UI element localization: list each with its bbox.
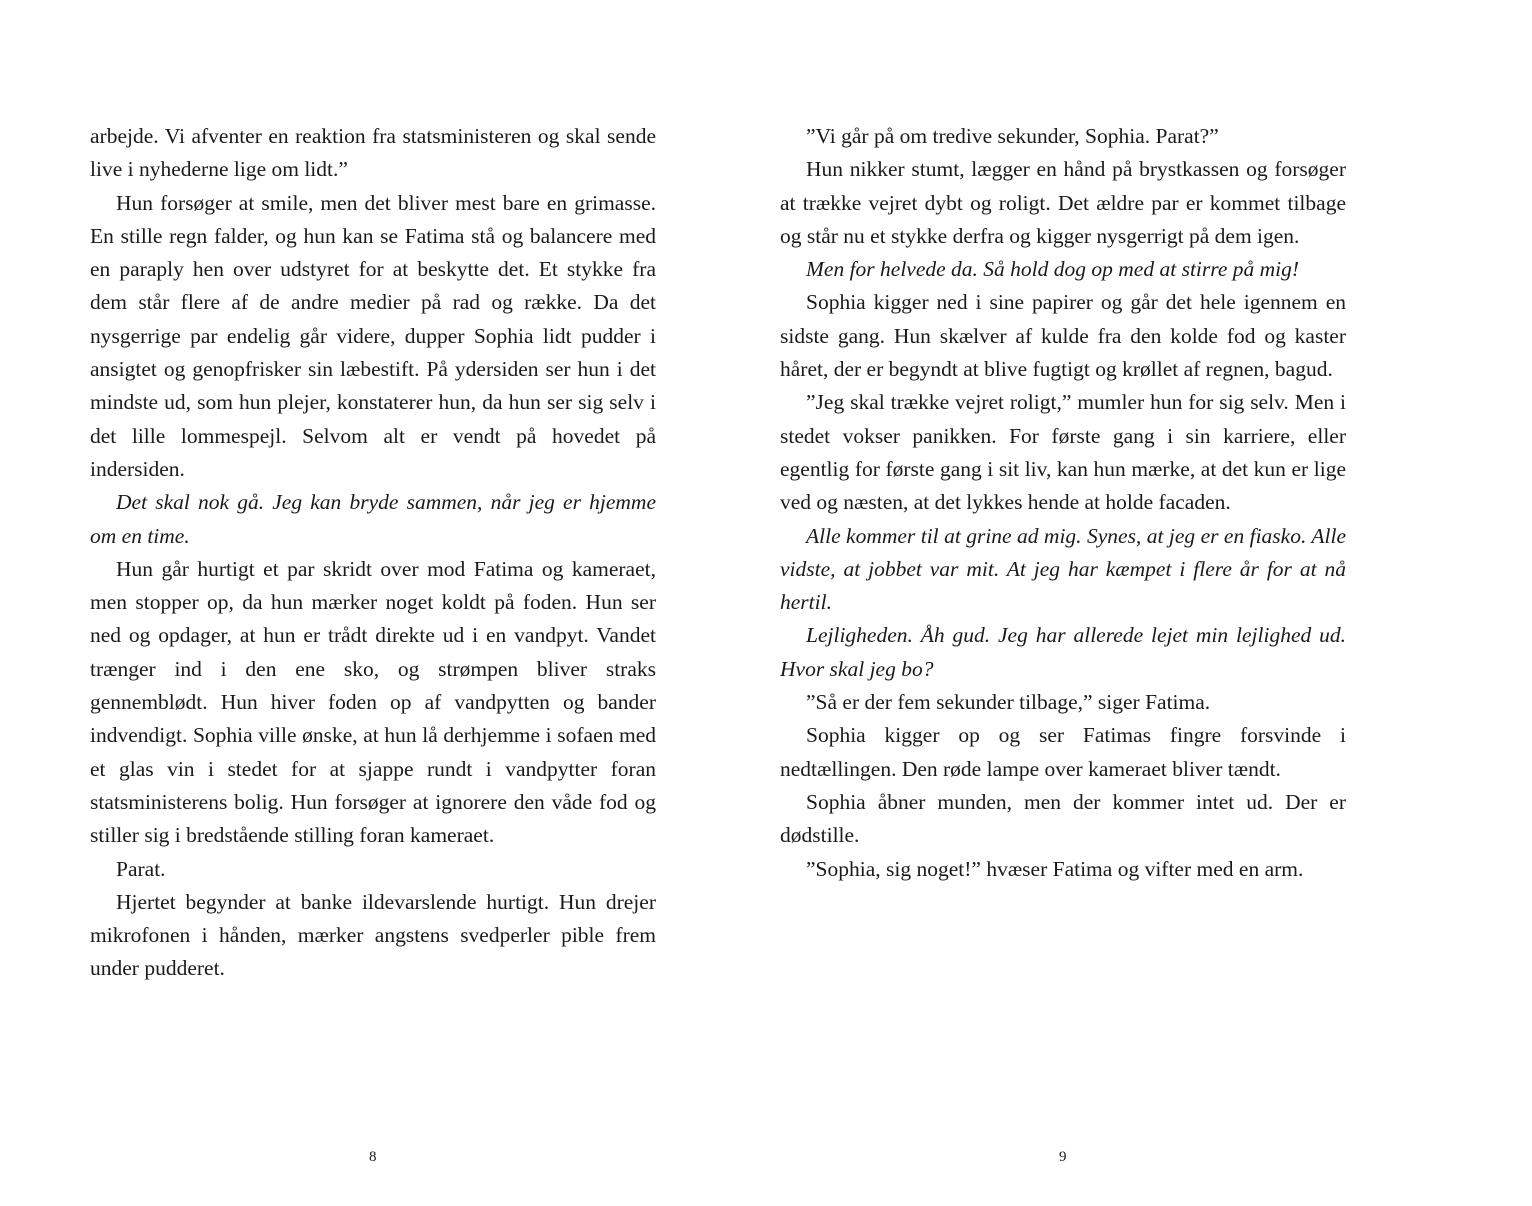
paragraph: Hjertet begynder at banke ildevarslende hurtigt. Hun drejer mikrofonen i hånden, mærker angstens svedperler pible frem under pudderet. bbox=[90, 889, 656, 981]
page-right bbox=[780, 120, 1346, 1166]
page-left-text-column bbox=[90, 120, 656, 1123]
paragraph-italic: Det skal nok gå. Jeg kan bryde sammen, når jeg er hjemme om en time. bbox=[90, 490, 656, 548]
paragraph: arbejde. Vi afventer en reaktion fra statsministeren og skal sende live i nyhederne lige om lidt.” bbox=[90, 124, 656, 182]
paragraph: Hun nikker stumt, lægger en hånd på brystkassen og forsøger at trække vejret dybt og roligt. Det ældre par er kommet tilbage og står nu et stykke derfra og kigger nysgerrigt på dem igen. bbox=[780, 157, 1346, 248]
paragraph: ”Sophia, sig noget!” hvæser Fatima og vifter med en arm. bbox=[806, 856, 1304, 881]
page-right-text-column bbox=[780, 120, 1346, 1123]
paragraph: ”Så er der fem sekunder tilbage,” siger Fatima. bbox=[806, 690, 1211, 715]
paragraph: Sophia kigger op og ser Fatimas fingre forsvinde i nedtællingen. Den røde lampe over kameraet bliver tændt. bbox=[780, 723, 1346, 781]
paragraph: ”Vi går på om tredive sekunder, Sophia. Parat?” bbox=[806, 124, 1219, 148]
paragraph-italic: Lejligheden. Åh gud. Jeg har allerede lejet min lejlighed ud. Hvor skal jeg bo? bbox=[780, 623, 1346, 681]
paragraph: Hun går hurtigt et par skridt over mod Fatima og kameraet, men stopper op, da hun mærker noget koldt på foden. Hun ser ned og opdager, at hun er trådt direkte ud i en vandpyt. Vandet trænger ind i den ene sko, og strømpen bliver straks gennemblødt. Hun hiver foden op af vandpytten og bander indvendigt. Sophia ville ønske, at hun lå derhjemme i sofaen med et glas vin i stedet for at sjappe rundt i vandpytter foran statsministerens bolig. Hun forsøger at ignorere den våde fod og stiller sig i bredstående stilling foran kameraet. bbox=[90, 556, 656, 848]
paragraph: Sophia kigger ned i sine papirer og går det hele igennem en sidste gang. Hun skælver af kulde fra den kolde fod og kaster håret, der er begyndt at blive fugtigt og krøllet af regnen, bagud. bbox=[780, 290, 1346, 382]
paragraph-italic: Alle kommer til at grine ad mig. Synes, at jeg er en fiasko. Alle vidste, at jobbet var mit. At jeg har kæmpet i flere år for at nå hertil. bbox=[780, 523, 1346, 615]
page-number-right: 9 bbox=[1059, 1149, 1067, 1165]
paragraph: Hun forsøger at smile, men det bliver mest bare en grimasse. En stille regn falder, og hun kan se Fatima stå og balancere med en paraply hen over udstyret for at beskytte det. Et stykke fra dem står flere af de andre medier på rad og række. Da det nysgerrige par endelig går videre, dupper Sophia lidt pudder i ansigtet og genopfrisker sin læbestift. På ydersiden ser hun i det mindste ud, som hun plejer, konstaterer hun, da hun ser sig selv i det lille lommespejl. Selvom alt er vendt på hovedet på indersiden. bbox=[90, 190, 656, 481]
paragraph-italic: Men for helvede da. Så hold dog op med at stirre på mig! bbox=[806, 257, 1300, 282]
paragraph: ”Jeg skal trække vejret roligt,” mumler hun for sig selv. Men i stedet vokser panikken. For første gang i sin karriere, eller egentlig for første gang i sit liv, kan hun mærke, at det kun er lige ved og næsten, at det lykkes hende at holde facaden. bbox=[780, 390, 1346, 515]
page-left bbox=[90, 120, 656, 1166]
page-number-left: 8 bbox=[369, 1149, 377, 1165]
paragraph: Parat. bbox=[116, 856, 166, 881]
paragraph: Sophia åbner munden, men der kommer intet ud. Der er dødstille. bbox=[780, 789, 1346, 848]
